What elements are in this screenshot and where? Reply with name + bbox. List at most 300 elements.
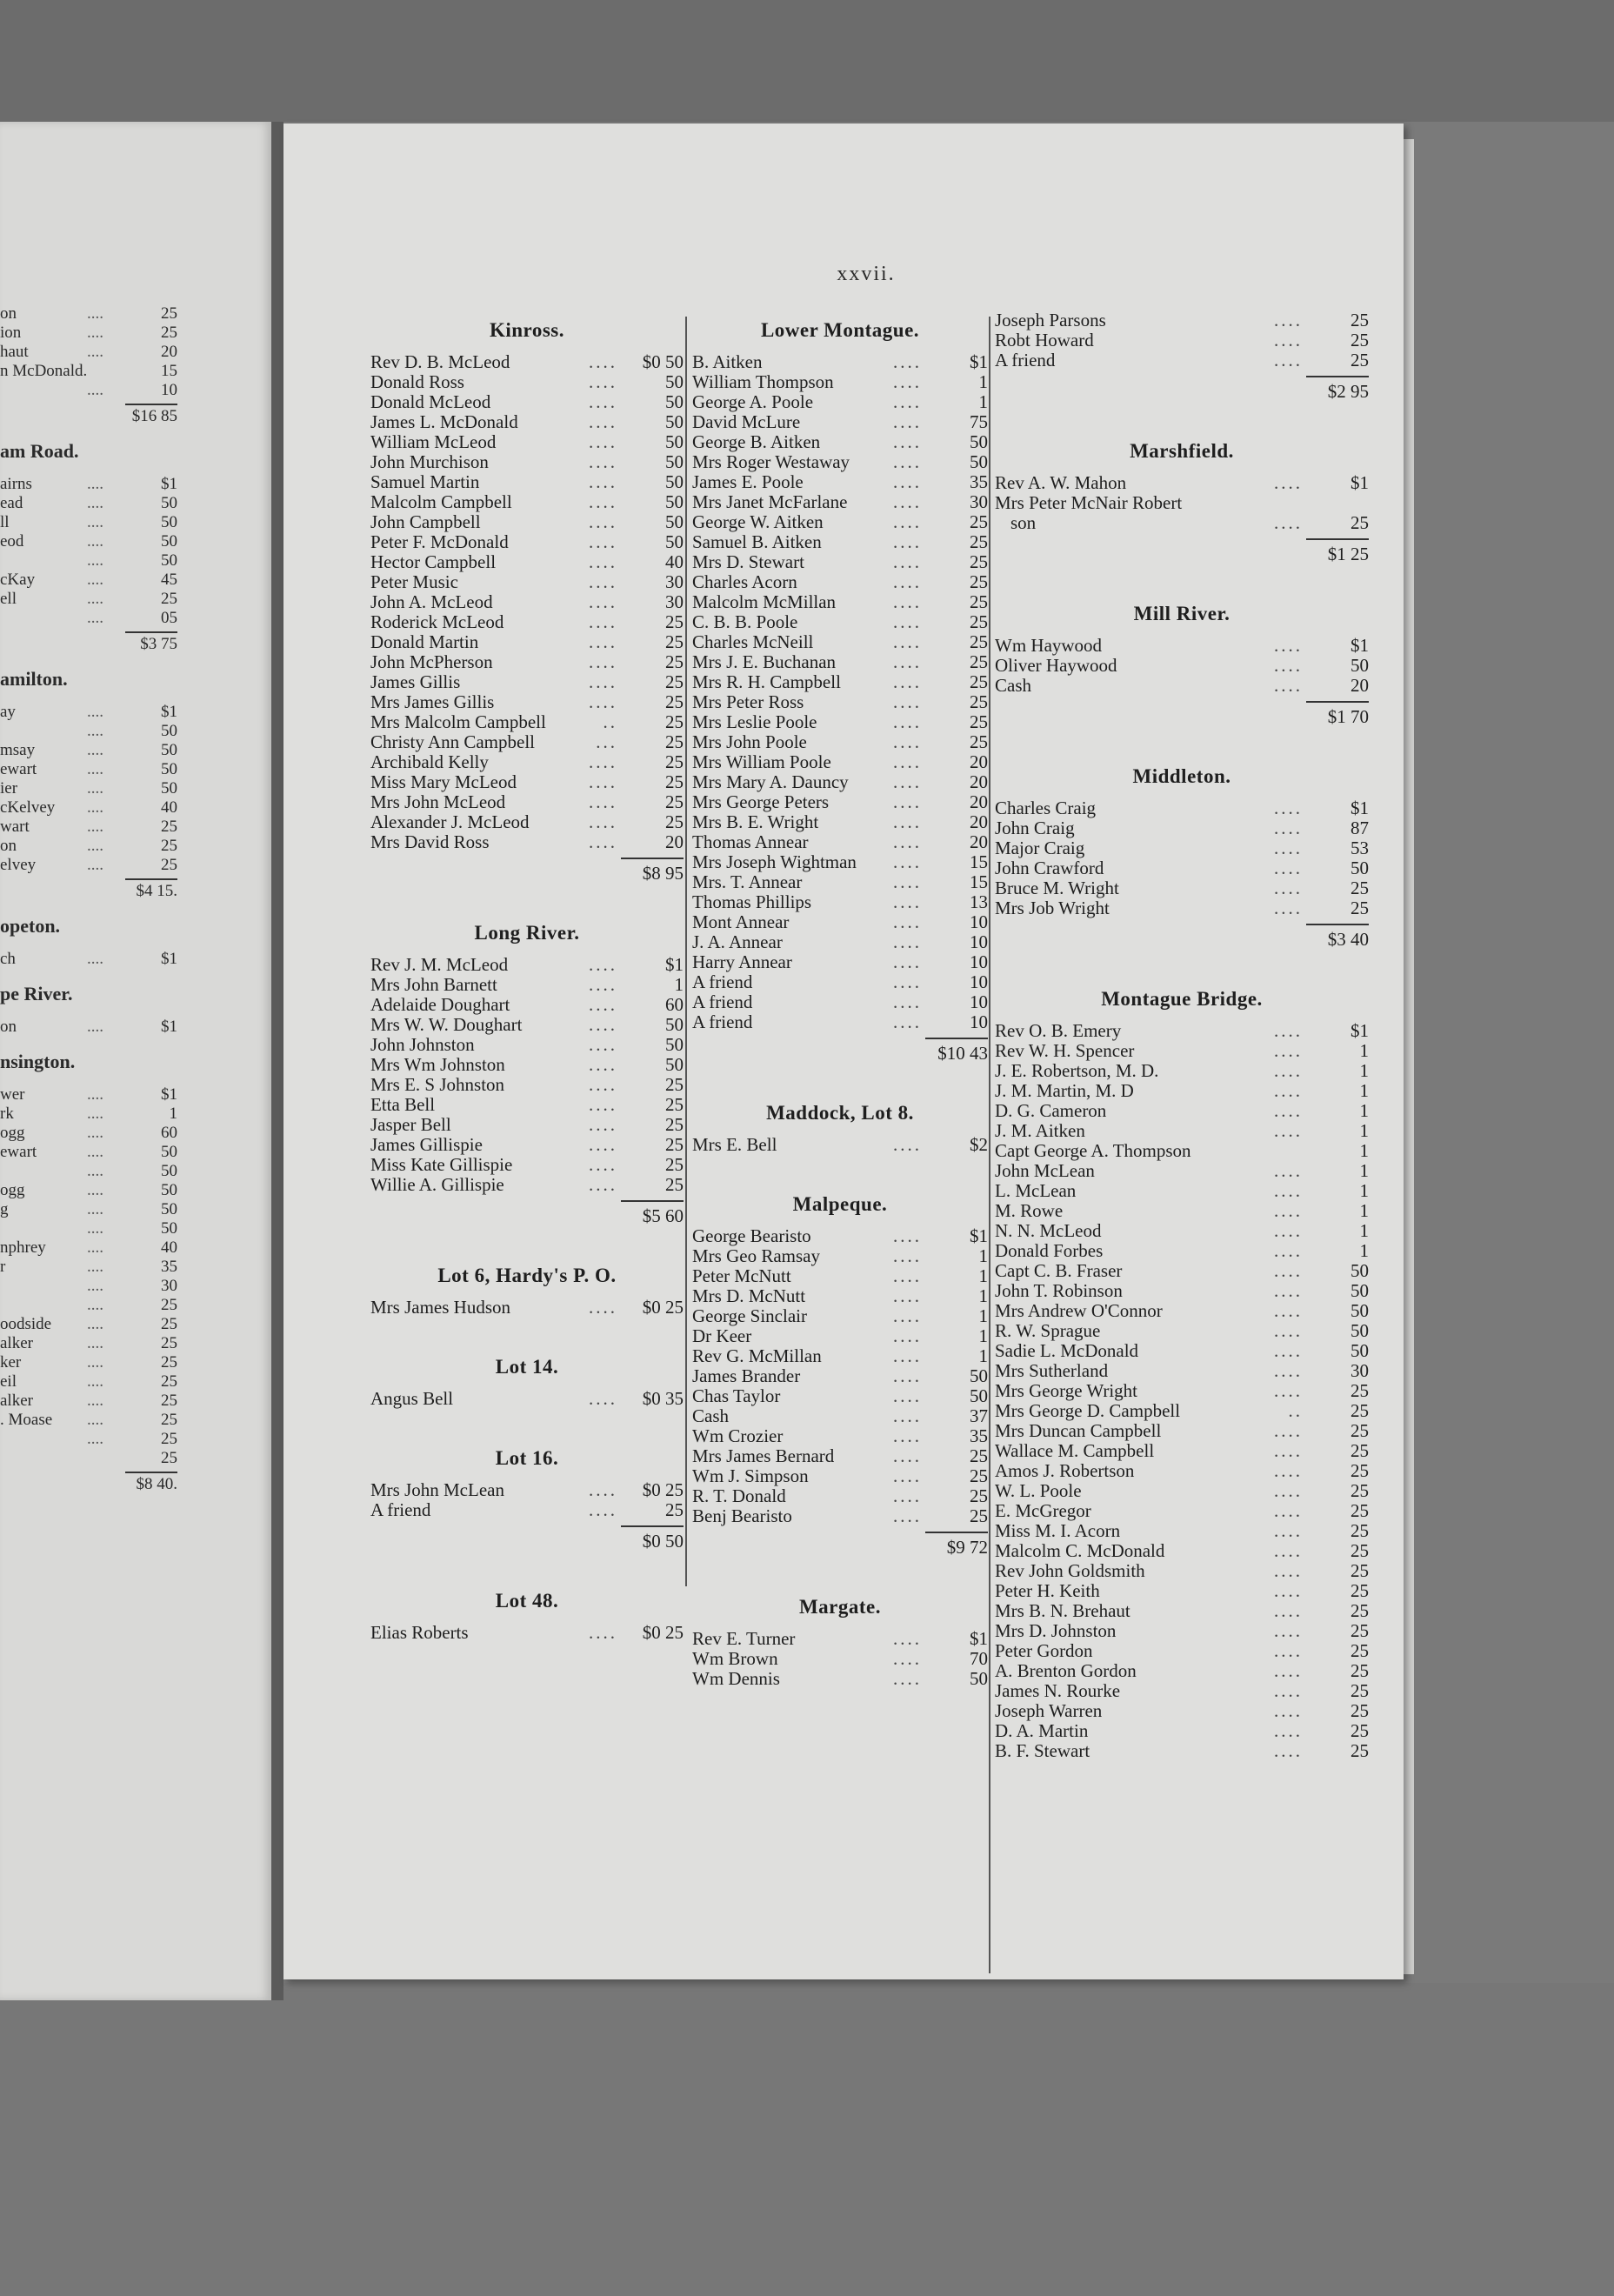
donation-amount: 1 [1359,1100,1369,1121]
donor-name: Malcolm C. McDonald [995,1540,1165,1561]
donor-name: Mrs James Hudson [370,1297,510,1318]
donation-amount: 25 [665,1499,684,1520]
previous-page-amount: 10 [161,381,177,399]
donor-name: Rev E. Turner [692,1628,796,1649]
entry-row [692,1226,988,1246]
donor-name: Donald Ross [370,371,464,392]
leader-dots: .... [589,1015,617,1035]
entry-row [692,892,988,912]
donor-name: Christy Ann Campbell [370,731,535,752]
leader-dots: .... [589,1035,617,1055]
donor-name: Rev W. H. Spencer [995,1040,1135,1061]
donation-amount: 50 [1351,858,1369,878]
entry-row [692,1246,988,1266]
donor-name: Mrs James Gillis [370,691,495,712]
previous-page-name: ell [0,590,17,608]
leader-dots: .... [87,609,103,627]
leader-dots: .... [893,512,922,532]
section-block [370,1409,684,1552]
previous-page-amount: 25 [161,1392,177,1410]
donor-name: Peter McNutt [692,1265,791,1286]
donor-name: Rev D. B. McLeod [370,351,510,372]
leader-dots: .... [589,472,617,492]
entry-row [995,513,1369,533]
donation-amount: 35 [970,1425,988,1446]
section-heading: Long River. [474,922,580,944]
entry-row [692,932,988,952]
donor-name: Rev A. W. Mahon [995,472,1127,493]
leader-dots: .... [87,324,103,342]
previous-page-amount: $1 [161,703,177,721]
entry-row [692,572,988,592]
previous-page-row [0,1200,191,1219]
previous-page-name: on [0,304,17,323]
total-amount: $10 43 [925,1038,988,1064]
entry-row [692,792,988,812]
leader-dots: .... [893,652,922,672]
entry-row [370,1298,684,1318]
previous-page-row [0,760,191,779]
donation-amount: 25 [970,551,988,572]
donation-amount: 1 [1359,1220,1369,1241]
donation-amount: 50 [665,471,684,492]
leader-dots: .... [87,1238,103,1257]
previous-page-name: msay [0,741,36,759]
previous-page-amount: 50 [161,1143,177,1161]
donation-amount: 70 [970,1648,988,1669]
previous-page-name: airns [0,475,32,493]
leader-dots: .... [1274,1281,1303,1301]
previous-page-total [0,400,177,426]
leader-dots: .... [1274,1421,1303,1441]
previous-page-name [0,1277,87,1296]
donor-name: B. F. Stewart [995,1740,1090,1761]
previous-page-name: on [0,1018,17,1036]
donor-name: Rev John Goldsmith [995,1560,1145,1581]
donor-name: Mrs Joseph Wightman [692,851,857,872]
previous-page-name: n McDonald. [0,362,87,380]
entry-row [692,1406,988,1426]
donation-amount: 25 [1351,1460,1369,1481]
entry-row [370,1055,684,1075]
donation-amount: 25 [970,1445,988,1466]
donor-name: E. McGregor [995,1500,1091,1521]
donor-name: Mrs. T. Annear [692,871,803,892]
section-total [370,852,684,884]
entry-row [995,1161,1369,1181]
donation-amount: 25 [970,611,988,632]
previous-page-name: cKelvey [0,798,56,817]
leader-dots: .... [893,692,922,712]
donation-amount: 20 [1351,675,1369,696]
donation-amount: 25 [970,511,988,532]
donor-name: Elias Roberts [370,1622,469,1643]
previous-page-row [0,741,191,760]
donor-name: John Campbell [370,511,481,532]
leader-dots: .... [87,590,103,608]
donation-amount: $0 25 [642,1479,684,1500]
donation-amount: 10 [970,951,988,972]
previous-page-row [0,818,191,837]
entry-row [692,1629,988,1649]
leader-dots: .... [589,632,617,652]
donor-name: John Johnston [370,1034,475,1055]
section-heading: Marshfield. [1130,440,1234,462]
entry-row [370,632,684,652]
previous-page-row [0,324,191,343]
leader-dots: .... [893,1226,922,1246]
leader-dots: .... [87,1162,103,1180]
leader-dots: .... [893,572,922,592]
leader-dots: .... [1274,1241,1303,1261]
section-heading: Middleton. [1132,765,1231,787]
column-rule [989,317,990,1973]
donation-amount: 30 [665,571,684,592]
previous-page-row [0,1258,191,1277]
leader-dots: .... [87,381,103,399]
leader-dots: .... [893,452,922,472]
entry-row [692,652,988,672]
donor-name: Mrs William Poole [692,751,831,772]
previous-page-row [0,1430,191,1449]
previous-page-amount: 25 [161,856,177,874]
entry-row [995,1041,1369,1061]
donor-name: Miss Kate Gillispie [370,1154,513,1175]
donor-name: Capt George A. Thompson [995,1140,1191,1161]
entry-row [692,1466,988,1486]
donor-name: John A. McLeod [370,591,493,612]
leader-dots: .... [893,1629,922,1649]
previous-page-name: ead [0,494,23,512]
total-amount: $1 70 [1306,701,1369,727]
previous-page-name: g [0,1200,9,1218]
section-total [995,918,1369,950]
leader-dots: .... [1274,330,1303,350]
donor-name: Cash [692,1405,729,1426]
donation-amount: 50 [665,531,684,552]
entry-row [370,372,684,392]
donor-name: Mrs Peter Ross [692,691,804,712]
entry-row [692,1306,988,1326]
previous-page-row [0,551,191,571]
donation-amount: 1 [978,1325,988,1346]
previous-page-row [0,1143,191,1162]
leader-dots: .... [87,551,103,570]
leader-dots: .... [1274,676,1303,696]
leader-dots: .... [893,1406,922,1426]
leader-dots: .... [893,812,922,832]
donation-amount: 50 [665,451,684,472]
previous-page-row [0,381,191,400]
entry-row [370,1500,684,1520]
previous-page-heading: am Road. [0,440,79,462]
previous-page-name [0,1449,87,1468]
previous-page-name [0,1430,87,1449]
entry-row [995,350,1369,370]
donor-name: Mrs David Ross [370,831,490,852]
entry-row [370,612,684,632]
donation-amount: 25 [970,711,988,732]
leader-dots: .... [893,1466,922,1486]
total-amount: $2 95 [1306,376,1369,402]
donor-name: Mrs George Peters [692,791,830,812]
donation-amount: $0 25 [642,1297,684,1318]
donation-amount: 50 [665,1014,684,1035]
donor-name: son [1010,512,1037,533]
donor-name: Mrs D. Stewart [692,551,804,572]
leader-dots: .... [1274,1161,1303,1181]
donation-amount: 50 [665,491,684,512]
previous-page-name [0,551,87,571]
entry-row [692,1286,988,1306]
donor-name: Mrs Leslie Poole [692,711,817,732]
section-block [692,1155,988,1558]
previous-page-amount: 25 [161,590,177,608]
leader-dots: .... [893,392,922,412]
leader-dots: .... [1274,898,1303,918]
leader-dots: .... [87,1392,103,1410]
previous-page-amount: 25 [161,1372,177,1391]
donor-name: Miss Mary McLeod [370,771,517,792]
leader-dots: .... [589,1155,617,1175]
donation-amount: 1 [1359,1200,1369,1221]
donation-amount: 50 [1351,1340,1369,1361]
donor-name: Samuel B. Aitken [692,531,822,552]
entry-row [995,1561,1369,1581]
section-total [995,370,1369,402]
entry-row [995,1641,1369,1661]
previous-page-amount: 20 [161,343,177,361]
leader-dots: .... [87,837,103,855]
previous-page-amount: 15 [161,362,177,380]
donor-name: A. Brenton Gordon [995,1660,1137,1681]
donation-amount: 25 [1351,330,1369,350]
donor-name: George A. Poole [692,391,814,412]
donation-amount: 25 [1351,1640,1369,1661]
donor-name: J. M. Aitken [995,1120,1085,1141]
entry-row [692,432,988,452]
previous-page-row [0,1372,191,1392]
donation-amount: 10 [970,991,988,1012]
donation-amount: 50 [665,371,684,392]
donor-name: Alexander J. McLeod [370,811,530,832]
donation-amount: 40 [665,551,684,572]
previous-page-heading: amilton. [0,668,68,690]
previous-page-amount: 60 [161,1124,177,1142]
leader-dots: .... [87,1181,103,1199]
leader-dots: .... [1274,878,1303,898]
entry-row [692,612,988,632]
donor-name: Mrs John Barnett [370,974,497,995]
donation-amount: 25 [665,731,684,752]
entry-row [370,995,684,1015]
donor-name: Mrs D. Johnston [995,1620,1117,1641]
donor-name: James Gillispie [370,1134,483,1155]
previous-page-total [0,628,177,654]
previous-page-row [0,571,191,590]
leader-dots: .... [893,1506,922,1526]
leader-dots: .... [893,1446,922,1466]
section-block [995,402,1369,564]
subscription-column-3 [995,310,1369,1761]
leader-dots: .... [1274,310,1303,330]
previous-page-amount: 50 [161,1162,177,1180]
leader-dots: .. [603,712,617,732]
donation-amount: 30 [1351,1360,1369,1381]
previous-page-row [0,798,191,818]
previous-page-row [0,1392,191,1411]
entry-row [692,912,988,932]
leader-dots: .... [893,1246,922,1266]
leader-dots: .... [1274,1601,1303,1621]
previous-page-name: wer [0,1085,25,1104]
donor-name: John T. Robinson [995,1280,1123,1301]
donation-amount: 25 [665,751,684,772]
previous-page-row [0,1124,191,1143]
donation-amount: $1 [970,1225,988,1246]
donation-amount: 10 [970,971,988,992]
donor-name: A friend [692,1011,753,1032]
donation-amount: 25 [1351,512,1369,533]
leader-dots: .... [893,372,922,392]
entry-row [370,1115,684,1135]
donation-amount: 1 [1359,1140,1369,1161]
donor-name: D. G. Cameron [995,1100,1107,1121]
donor-name: James Gillis [370,671,461,692]
leader-dots: .... [589,1135,617,1155]
donor-name: Harry Annear [692,951,792,972]
donation-amount: 60 [665,994,684,1015]
donor-name: John Craig [995,818,1075,838]
donor-name: A friend [692,991,753,1012]
previous-page-amount: 25 [161,1315,177,1333]
leader-dots: .... [589,372,617,392]
section-total [995,533,1369,564]
leader-dots: .... [893,972,922,992]
donor-name: Mrs John McLean [370,1479,504,1500]
leader-dots: .... [589,832,617,852]
leader-dots: .... [589,995,617,1015]
entry-row [692,1669,988,1689]
entry-row [370,955,684,975]
donation-amount: 50 [1351,1280,1369,1301]
donation-amount: 25 [1351,1620,1369,1641]
leader-dots: .... [1274,1661,1303,1681]
previous-page-amount: 50 [161,722,177,740]
donation-amount: $0 35 [642,1388,684,1409]
entry-row [370,392,684,412]
column-rule [685,317,687,1586]
leader-dots: .... [87,1315,103,1333]
previous-page-name: ch [0,950,16,968]
leader-dots: .... [1274,1721,1303,1741]
donation-amount: 87 [1351,818,1369,838]
section-total [370,1520,684,1552]
donor-name: George B. Aitken [692,431,821,452]
donation-amount: 20 [970,771,988,792]
donor-name: James Brander [692,1365,801,1386]
leader-dots: .... [893,352,922,372]
donor-name: Mrs George D. Campbell [995,1400,1181,1421]
entry-row [995,1421,1369,1441]
previous-page-row [0,1162,191,1181]
donation-amount: 25 [1351,1420,1369,1441]
page-edge [1404,139,1414,1974]
entry-row [995,1721,1369,1741]
entry-row [692,832,988,852]
previous-page-amount: 25 [161,818,177,836]
leader-dots: .... [87,475,103,493]
previous-page-row [0,1105,191,1124]
leader-dots: .... [1274,1221,1303,1241]
donor-name: Wm Dennis [692,1668,780,1689]
entry-row [995,636,1369,656]
entry-row [995,818,1369,838]
section-heading: Malpeque. [792,1193,888,1215]
entry-row [692,1346,988,1366]
leader-dots: .... [1274,818,1303,838]
entry-row [995,1401,1369,1421]
leader-dots: .... [87,1018,103,1036]
donor-name: B. Aitken [692,351,763,372]
previous-page-amount: 25 [161,1334,177,1352]
donor-name: M. Rowe [995,1200,1064,1221]
previous-page-total [0,875,177,901]
donor-name: Sadie L. McDonald [995,1340,1139,1361]
donation-amount: 25 [1351,1540,1369,1561]
donor-name: Mrs John McLeod [370,791,506,812]
previous-page-amount: 25 [161,1353,177,1372]
total-amount: $0 50 [621,1525,684,1552]
donor-name: Charles Craig [995,798,1097,818]
donation-amount: 25 [665,671,684,692]
donor-name: Mrs Peter McNair Robert [995,492,1183,513]
leader-dots: .... [1274,838,1303,858]
entry-row [692,752,988,772]
previous-page-amount: 50 [161,1181,177,1199]
previous-page-heading: opeton. [0,915,61,937]
previous-page-name: eil [0,1372,17,1391]
entry-row [370,692,684,712]
leader-dots: .... [87,494,103,512]
entry-row [692,772,988,792]
entry-row [995,858,1369,878]
donor-name: Rev J. M. McLeod [370,954,509,975]
previous-page-row [0,513,191,532]
donation-amount: 25 [1351,878,1369,898]
previous-page-row [0,856,191,875]
entry-row [370,1175,684,1195]
section-heading: Margate. [798,1596,882,1618]
previous-page-amount: $1 [161,950,177,968]
leader-dots: .... [589,1623,617,1643]
leader-dots: .... [1274,1681,1303,1701]
entry-row [370,792,684,812]
donor-name: Peter H. Keith [995,1580,1100,1601]
donor-name: Charles McNeill [692,631,814,652]
entry-row [692,1135,988,1155]
document-page [283,123,1404,1979]
entry-row [995,1021,1369,1041]
leader-dots: .... [893,1426,922,1446]
donor-name: John McLean [995,1160,1095,1181]
leader-dots: .... [589,412,617,432]
leader-dots: .... [589,512,617,532]
leader-dots: .... [87,1085,103,1104]
entry-row [370,432,684,452]
donor-name: Mrs B. E. Wright [692,811,819,832]
entry-row [692,1506,988,1526]
